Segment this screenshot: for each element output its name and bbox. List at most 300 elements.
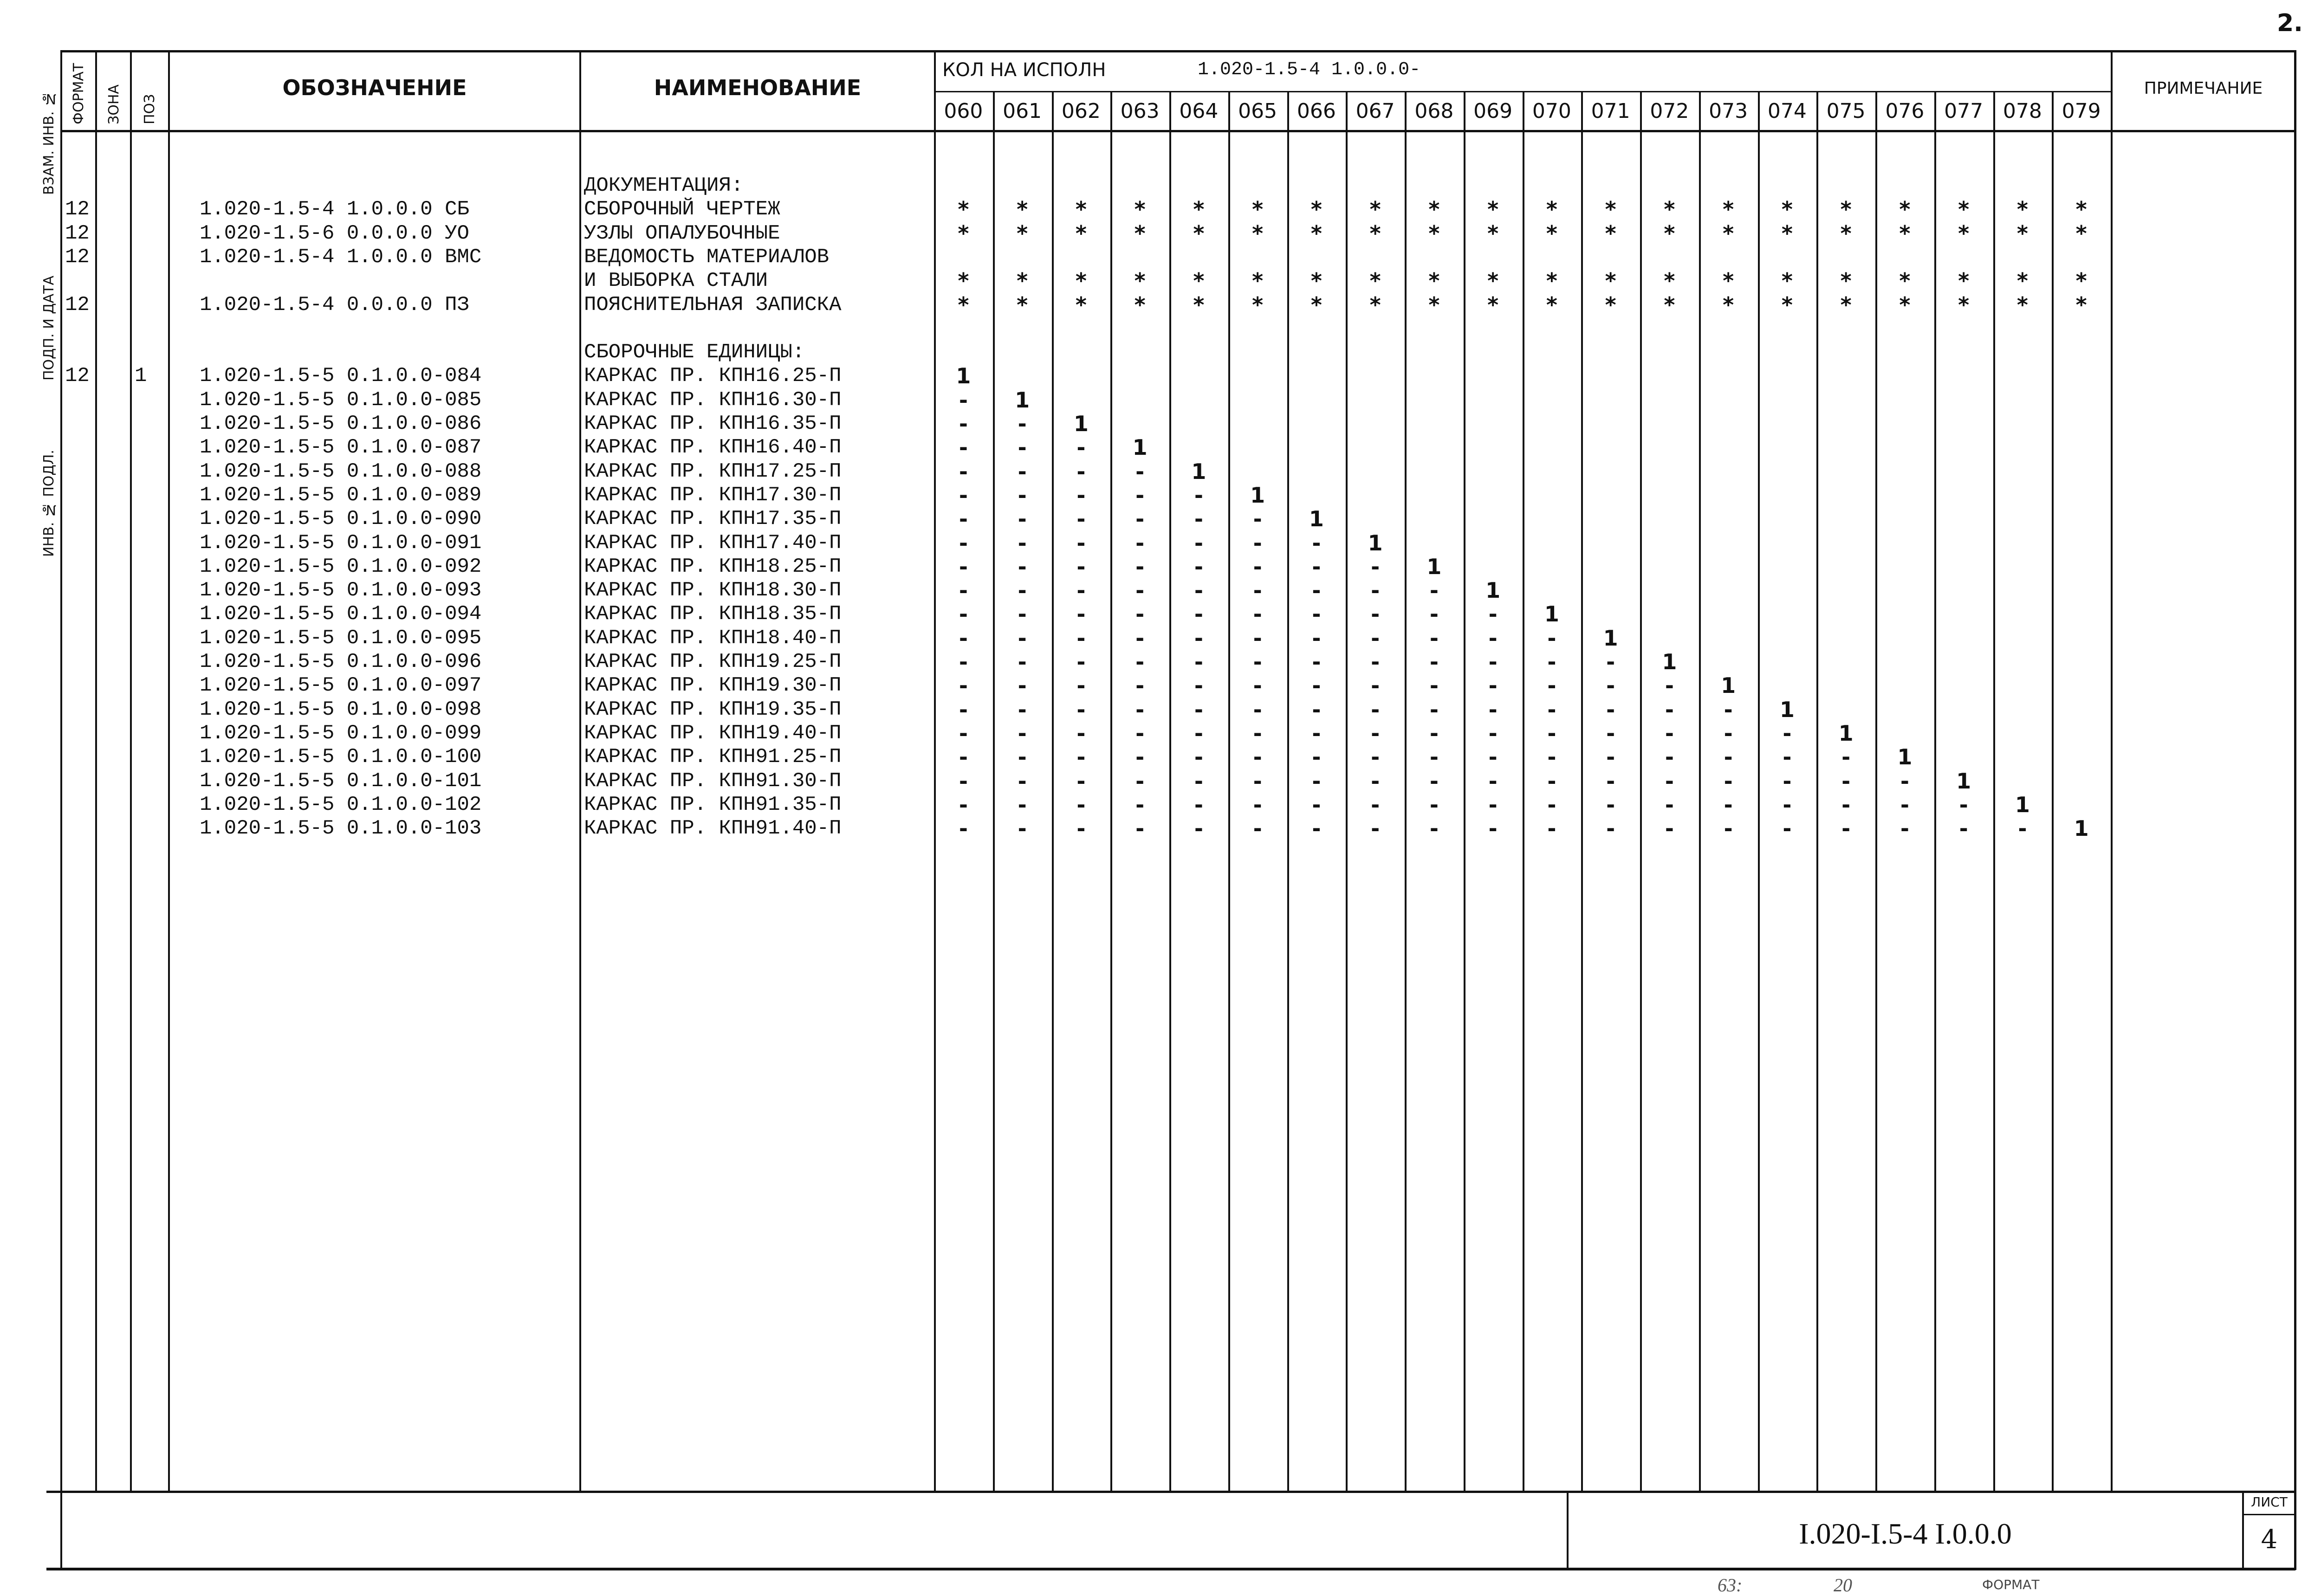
qty-cell: - [1194,673,1203,698]
format-cell: 12 [65,245,90,269]
qty-cell: - [959,649,968,674]
qty-cell: * [1781,268,1793,294]
qty-cell: - [1018,625,1027,651]
qty-cell: * [1369,220,1381,246]
qty-cell: * [1369,292,1381,317]
qty-cell: - [1194,578,1203,603]
qty-cell: - [1665,768,1674,794]
margin-stamp-3: ИНВ. № ПОДЛ. [41,450,57,557]
qty-cell: 1 [2074,816,2089,841]
qty-col-header: 079 [2062,99,2101,123]
qty-cell: - [1429,601,1439,627]
qty-cell: * [2075,268,2087,294]
qty-cell: - [1194,601,1203,627]
qty-cell: * [1075,292,1087,317]
qty-cell: * [1134,292,1146,317]
qty-cell: - [1724,744,1733,770]
qty-cell: 1 [1721,673,1736,698]
qty-cell: - [1253,768,1262,794]
qty-cell: - [1135,720,1145,746]
frame-right-line [2294,50,2296,1570]
qty-cell: - [959,673,968,698]
name-cell: КАРКАС ПР. КПН16.25-П [584,364,842,388]
format-cell: 12 [65,198,90,221]
qty-cell: * [1017,197,1028,222]
qty-cell: 1 [1485,578,1501,603]
qty-cell: - [1488,792,1498,817]
qty-cell: - [1194,816,1203,841]
qty-cell: - [1665,697,1674,722]
name-cell: КАРКАС ПР. КПН17.25-П [584,459,842,483]
qty-cell: 1 [1368,530,1383,556]
designation-cell: 1.020-1.5-5 0.1.0.0-094 [200,602,482,626]
qty-cell: * [1605,268,1616,294]
qty-cell: * [1723,220,1734,246]
qty-cell: - [1488,720,1498,746]
qty-cell: - [959,720,968,746]
name-cell: КАРКАС ПР. КПН19.40-П [584,721,842,745]
qty-cell: - [1959,816,1968,841]
qty-cell: - [1312,768,1321,794]
qty-cell: - [1018,792,1027,817]
frame-left-line [60,50,62,1570]
name-cell: УЗЛЫ ОПАЛУБОЧНЫЕ [584,221,780,245]
qty-cell: - [959,578,968,603]
qty-cell: - [1783,792,1792,817]
qty-cell: - [1135,792,1145,817]
qty-cell: - [959,411,968,436]
qty-cell: - [1135,768,1145,794]
qty-cell: * [1899,197,1911,222]
qty-cell: - [1312,697,1321,722]
qty-cell: * [1134,220,1146,246]
qty-cell: - [1018,768,1027,794]
format-label-bottom: ФОРМАТ [1982,1577,2040,1592]
qty-cell: - [959,816,968,841]
qty-cell: * [1487,292,1499,317]
qty-cell: * [1487,268,1499,294]
qty-col-header: 060 [944,99,983,123]
qty-cell: - [1429,578,1439,603]
qty-cell: * [1487,197,1499,222]
qty-cell: * [1134,197,1146,222]
qty-cell: * [1546,292,1557,317]
qty-cell: - [1253,816,1262,841]
qty-cell: - [1253,744,1262,770]
name-cell: КАРКАС ПР. КПН18.30-П [584,579,842,602]
qty-cell: - [1076,768,1086,794]
qty-col-header: 064 [1179,99,1219,123]
qty-cell: - [2018,816,2027,841]
col-sep-designation [579,50,581,1492]
qty-cell: - [1429,792,1439,817]
qty-cell: - [1488,744,1498,770]
name-cell: СБОРОЧНЫЙ ЧЕРТЕЖ [584,198,780,221]
designation-cell: 1.020-1.5-5 0.1.0.0-093 [200,579,482,602]
qty-cell: - [1429,625,1439,651]
qty-cell: * [1958,197,1970,222]
qty-cell: - [1547,744,1556,770]
qty-cell: - [1076,530,1086,556]
zone-header: ЗОНА [106,84,122,124]
qty-cell: 1 [1250,482,1265,508]
qty-cell: - [1547,697,1556,722]
qty-cell: * [2075,197,2087,222]
designation-cell: 1.020-1.5-5 0.1.0.0-084 [200,364,482,388]
qty-cell: * [1310,197,1322,222]
qty-cell: * [1075,197,1087,222]
qty-cell: - [1018,506,1027,532]
designation-cell: 1.020-1.5-5 0.1.0.0-101 [200,769,482,793]
qty-cell: - [1135,578,1145,603]
qty-cell: 1 [956,363,971,389]
qty-col-header: 072 [1650,99,1689,123]
qty-cell: - [1194,792,1203,817]
qty-cell: 1 [1309,506,1324,532]
qty-cell: * [1310,220,1322,246]
qty-cell: * [1546,197,1557,222]
qty-col-header: 078 [2003,99,2042,123]
qty-cell: - [1547,625,1556,651]
qty-series: 1.020-1.5-4 1.0.0.0- [1198,59,1421,80]
qty-cell: - [959,697,968,722]
qty-cell: - [959,554,968,579]
sheet-cell-divider [2242,1514,2295,1515]
qty-cell: - [1253,601,1262,627]
designation-cell: 1.020-1.5-5 0.1.0.0-089 [200,483,482,507]
name-cell: КАРКАС ПР. КПН91.30-П [584,769,842,793]
qty-cell: - [1076,816,1086,841]
sheet-corner-mark: 2. [2277,9,2303,37]
qty-cell: * [1252,292,1264,317]
qty-cell: - [959,387,968,413]
qty-cell: - [1371,768,1380,794]
qty-cell: * [1252,197,1264,222]
qty-cell: - [1312,673,1321,698]
qty-cell: - [1018,482,1027,508]
qty-cell: - [1312,720,1321,746]
qty-cell: * [1487,220,1499,246]
qty-cell: 1 [1191,459,1206,484]
qty-cell: - [1606,697,1615,722]
qty-cell: - [1253,625,1262,651]
qty-cell: - [1783,744,1792,770]
qty-cell: - [1194,554,1203,579]
qty-cell: - [1488,816,1498,841]
name-cell: КАРКАС ПР. КПН17.40-П [584,531,842,555]
qty-cell: - [1429,697,1439,722]
qty-cell: - [1076,625,1086,651]
qty-cell: - [1312,792,1321,817]
qty-cell: * [1310,292,1322,317]
qty-cell: - [959,530,968,556]
qty-cell: * [1546,220,1557,246]
qty-cell: * [1664,220,1675,246]
qty-cell: - [1724,816,1733,841]
col-sep-format [95,50,97,1492]
qty-cell: * [1664,197,1675,222]
qty-header: КОЛ НА ИСПОЛН [942,59,1106,81]
qty-cell: - [1253,720,1262,746]
qty-cell: * [1723,197,1734,222]
qty-cell: * [1252,220,1264,246]
format-cell: 12 [65,293,90,317]
qty-cell: - [1018,601,1027,627]
qty-cell: - [1135,625,1145,651]
name-cell: КАРКАС ПР. КПН18.40-П [584,626,842,650]
qty-cell: - [1018,578,1027,603]
qty-cell: * [1075,268,1087,294]
name-cell: КАРКАС ПР. КПН18.25-П [584,555,842,578]
designation-cell: 1.020-1.5-4 0.0.0.0 ПЗ [200,293,469,317]
designation-cell: 1.020-1.5-5 0.1.0.0-092 [200,555,482,578]
sheet-label: ЛИСТ [2251,1494,2288,1510]
name-cell: ДОКУМЕНТАЦИЯ: [584,174,744,197]
designation-cell: 1.020-1.5-5 0.1.0.0-100 [200,745,482,769]
qty-cell: - [1135,506,1145,532]
qty-cell: - [1371,792,1380,817]
qty-cell: - [1312,625,1321,651]
qty-cell: - [1547,792,1556,817]
name-cell: КАРКАС ПР. КПН19.35-П [584,698,842,721]
qty-cell: - [1076,697,1086,722]
qty-cell: * [1428,292,1440,317]
qty-cell: - [1076,649,1086,674]
qty-cell: - [1312,744,1321,770]
qty-cell: - [1665,816,1674,841]
qty-cell: - [1076,482,1086,508]
frame-bottom-line [46,1568,2295,1570]
qty-cell: - [1429,720,1439,746]
qty-cell: * [1723,292,1734,317]
designation-header: ОБОЗНАЧЕНИЕ [282,75,467,100]
qty-cell: - [1194,625,1203,651]
designation-cell: 1.020-1.5-5 0.1.0.0-099 [200,721,482,745]
designation-cell: 1.020-1.5-5 0.1.0.0-087 [200,436,482,459]
qty-cell: - [1312,530,1321,556]
qty-cell: - [1724,720,1733,746]
designation-cell: 1.020-1.5-5 0.1.0.0-095 [200,626,482,650]
qty-cell: - [1135,554,1145,579]
qty-cell: - [1959,792,1968,817]
qty-cell: - [1429,649,1439,674]
qty-cell: 1 [1544,601,1559,627]
col-sep-notes [2111,50,2113,1492]
qty-cell: - [1253,792,1262,817]
qty-cell: * [1017,292,1028,317]
designation-cell: 1.020-1.5-5 0.1.0.0-091 [200,531,482,555]
qty-cell: - [1253,649,1262,674]
qty-col-header: 061 [1003,99,1042,123]
qty-col-header: 073 [1709,99,1748,123]
qty-cell: - [1783,816,1792,841]
qty-cell: - [1076,506,1086,532]
qty-cell: - [959,435,968,460]
designation-cell: 1.020-1.5-5 0.1.0.0-103 [200,817,482,840]
document-designation: I.020-I.5-4 I.0.0.0 [1799,1517,2012,1550]
qty-cell: - [1253,578,1262,603]
frame-top-line [60,50,2295,52]
name-cell: ВЕДОМОСТЬ МАТЕРИАЛОВ [584,245,830,269]
qty-cell: * [1899,220,1911,246]
margin-stamp-2: ПОДП. И ДАТА [41,275,57,381]
qty-cell: 1 [1956,768,1971,794]
qty-cell: - [1018,673,1027,698]
qty-cell: - [1547,720,1556,746]
qty-cell: * [1899,268,1911,294]
qty-cell: * [2016,268,2028,294]
qty-cell: - [1018,459,1027,484]
qty-cell: - [1076,578,1086,603]
qty-cell: * [1840,268,1852,294]
qty-cell: - [1371,554,1380,579]
qty-cell: - [1900,792,1909,817]
name-cell: КАРКАС ПР. КПН17.30-П [584,483,842,507]
qty-cell: - [1018,411,1027,436]
qty-cell: - [1371,744,1380,770]
qty-cell: * [1193,292,1205,317]
qty-cell: - [959,744,968,770]
qty-cell: - [1429,744,1439,770]
qty-cell: * [1193,197,1205,222]
qty-cell: * [1252,268,1264,294]
qty-cell: * [1899,292,1911,317]
qty-cell: - [1547,816,1556,841]
qty-cell: - [1488,768,1498,794]
qty-col-header: 076 [1885,99,1925,123]
qty-cell: 1 [1132,435,1148,460]
qty-cell: - [1253,697,1262,722]
qty-cell: - [1135,816,1145,841]
qty-cell: - [1724,768,1733,794]
qty-col-header: 062 [1061,99,1101,123]
qty-cell: * [1075,220,1087,246]
qty-cell: - [1018,744,1027,770]
qty-col-header: 077 [1944,99,1984,123]
qty-cell: * [1605,220,1616,246]
qty-cell: - [1665,792,1674,817]
qty-cell: * [1605,292,1616,317]
qty-cell: - [1371,816,1380,841]
designation-cell: 1.020-1.5-4 1.0.0.0 СБ [200,198,469,221]
qty-col-header: 071 [1591,99,1630,123]
qty-col-header: 068 [1414,99,1454,123]
qty-cell: - [959,601,968,627]
qty-cell: - [1547,649,1556,674]
qty-cell: - [1547,673,1556,698]
qty-cell: - [959,506,968,532]
notes-header: ПРИМЕЧАНИЕ [2144,79,2263,98]
designation-cell: 1.020-1.5-6 0.0.0.0 УО [200,221,469,245]
qty-cell: * [1958,220,1970,246]
qty-cell: - [1606,744,1615,770]
qty-cell: - [1076,792,1086,817]
qty-cell: - [1371,673,1380,698]
qty-col-header: 075 [1826,99,1866,123]
qty-cell: - [1135,649,1145,674]
qty-cell: - [1135,697,1145,722]
qty-cell: * [1017,268,1028,294]
qty-cell: - [1841,792,1851,817]
qty-cell: - [959,625,968,651]
qty-cell: 1 [1603,625,1618,651]
qty-cell: * [1017,220,1028,246]
col-sep-zone [130,50,132,1492]
designation-cell: 1.020-1.5-5 0.1.0.0-090 [200,507,482,531]
format-header: ФОРМАТ [71,63,87,124]
qty-cell: - [1194,768,1203,794]
qty-cell: - [1606,816,1615,841]
qty-cell: * [2016,197,2028,222]
qty-cell: * [1134,268,1146,294]
qty-cell: - [1371,649,1380,674]
qty-cell: - [1841,816,1851,841]
name-cell: КАРКАС ПР. КПН19.30-П [584,674,842,698]
qty-cell: * [1958,292,1970,317]
name-cell: СБОРОЧНЫЕ ЕДИНИЦЫ: [584,341,805,364]
name-cell: КАРКАС ПР. КПН16.30-П [584,388,842,412]
qty-cell: - [1076,744,1086,770]
qty-cell: - [1018,554,1027,579]
qty-cell: - [1841,744,1851,770]
qty-cell: - [1312,578,1321,603]
name-cell: КАРКАС ПР. КПН18.35-П [584,602,842,626]
format-cell: 12 [65,221,90,245]
qty-cell: - [1900,816,1909,841]
qty-cell: * [1840,220,1852,246]
qty-cell: - [1783,768,1792,794]
qty-cell: - [1724,792,1733,817]
qty-cell: * [1310,268,1322,294]
designation-cell: 1.020-1.5-5 0.1.0.0-097 [200,674,482,698]
qty-cell: - [1253,554,1262,579]
qty-cell: 1 [1897,744,1913,770]
qty-cell: - [1488,697,1498,722]
qty-cell: * [1428,220,1440,246]
qty-cell: - [1076,459,1086,484]
qty-cell: * [1664,268,1675,294]
qty-cell: * [1840,197,1852,222]
header-bottom-line [60,130,2295,132]
qty-cell: - [1371,578,1380,603]
qty-cell: * [1428,197,1440,222]
qty-cell: - [1488,625,1498,651]
qty-cell: - [1665,673,1674,698]
qty-cell: - [1076,673,1086,698]
qty-cell: - [1076,554,1086,579]
qty-cell: - [1194,649,1203,674]
qty-col-header: 069 [1473,99,1513,123]
qty-cell: * [958,220,969,246]
qty-cell: - [1018,697,1027,722]
qty-cell: * [1664,292,1675,317]
format-cell: 12 [65,364,90,388]
qty-cell: - [959,482,968,508]
qty-cell: - [1665,744,1674,770]
qty-cell: * [1781,220,1793,246]
qty-cell: 1 [1015,387,1030,413]
qty-cell: - [1076,601,1086,627]
name-cell: КАРКАС ПР. КПН91.40-П [584,817,842,840]
qty-cell: - [1312,554,1321,579]
qty-cell: - [1194,744,1203,770]
qty-cell: * [1369,197,1381,222]
name-cell: ПОЯСНИТЕЛЬНАЯ ЗАПИСКА [584,293,842,317]
qty-cell: * [2016,292,2028,317]
qty-cell: - [1135,459,1145,484]
qty-cell: - [1253,530,1262,556]
qty-cell: - [1371,697,1380,722]
